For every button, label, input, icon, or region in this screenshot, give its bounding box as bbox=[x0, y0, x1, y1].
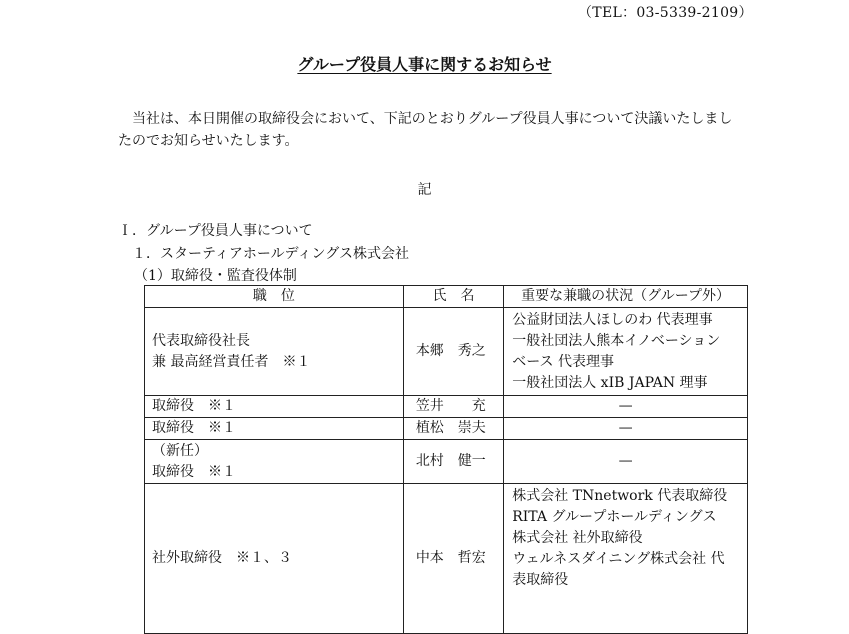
concurrent-cell: — bbox=[504, 396, 748, 418]
name-cell: 本郷 秀之 bbox=[403, 308, 503, 396]
name-cell: 北村 健一 bbox=[403, 440, 503, 484]
concurrent-line: ベース 代表理事 bbox=[512, 353, 614, 370]
position-cell bbox=[145, 418, 404, 440]
position-line: 代表取締役社長 bbox=[152, 332, 250, 349]
subsubsection-heading: （1）取締役・監査役体制 bbox=[134, 268, 297, 284]
concurrent-line: 株式会社 TNnetwork 代表取締役 bbox=[512, 488, 728, 504]
concurrent-line: 一般社団法人 xIB JAPAN 理事 bbox=[512, 374, 708, 391]
position-cell bbox=[145, 484, 404, 634]
concurrent-cell: — bbox=[504, 440, 748, 484]
intro-paragraph: 当社は、本日開催の取締役会において、下記のとおりグループ役員人事について決議いたしましたのでお知らせいたします。 bbox=[118, 111, 733, 149]
subsection-heading: １．スターティアホールディングス株式会社 bbox=[132, 246, 410, 262]
table-row bbox=[145, 418, 748, 440]
concurrent-line: 一般社団法人熊本イノベーション bbox=[512, 332, 721, 349]
position-cell bbox=[145, 440, 404, 484]
name-cell: 植松 崇夫 bbox=[403, 418, 503, 440]
document-title-block bbox=[0, 52, 849, 75]
section-heading: Ｉ．グループ役員人事について bbox=[118, 223, 313, 239]
position-line: 取締役 ※１ bbox=[152, 420, 236, 436]
officers-table bbox=[144, 285, 748, 634]
table-row bbox=[145, 484, 748, 634]
header-name: 氏 名 bbox=[403, 286, 503, 308]
position-line: 兼 最高経営責任者 ※１ bbox=[152, 353, 311, 370]
contact-telephone: （TEL：03-5339-2109） bbox=[578, 5, 753, 21]
document-title: グループ役員人事に関するお知らせ bbox=[297, 55, 552, 74]
table-row bbox=[145, 440, 748, 484]
table-header-row bbox=[145, 286, 748, 308]
concurrent-cell: — bbox=[504, 418, 748, 440]
concurrent-line: ウェルネスダイニング株式会社 代 bbox=[512, 551, 725, 567]
position-line: 社外取締役 ※１、３ bbox=[152, 550, 292, 566]
position-line: （新任） bbox=[152, 442, 208, 459]
header-position: 職 位 bbox=[145, 286, 404, 308]
concurrent-line: RITA グループホールディングス bbox=[512, 509, 717, 525]
header-concurrent: 重要な兼職の状況（グループ外） bbox=[504, 286, 748, 308]
concurrent-cell bbox=[504, 484, 748, 634]
table-row bbox=[145, 396, 748, 418]
position-cell bbox=[145, 308, 404, 396]
concurrent-line: 表取締役 bbox=[512, 572, 569, 588]
concurrent-line: 株式会社 社外取締役 bbox=[512, 530, 643, 546]
concurrent-cell bbox=[504, 308, 748, 396]
ki-marker: 記 bbox=[417, 182, 432, 198]
name-cell: 笠井 充 bbox=[403, 396, 503, 418]
name-cell: 中本 哲宏 bbox=[403, 484, 503, 634]
concurrent-line: 公益財団法人ほしのわ 代表理事 bbox=[512, 311, 713, 328]
table-row bbox=[145, 308, 748, 396]
position-line: 取締役 ※１ bbox=[152, 463, 236, 480]
position-cell bbox=[145, 396, 404, 418]
position-line: 取締役 ※１ bbox=[152, 398, 236, 414]
